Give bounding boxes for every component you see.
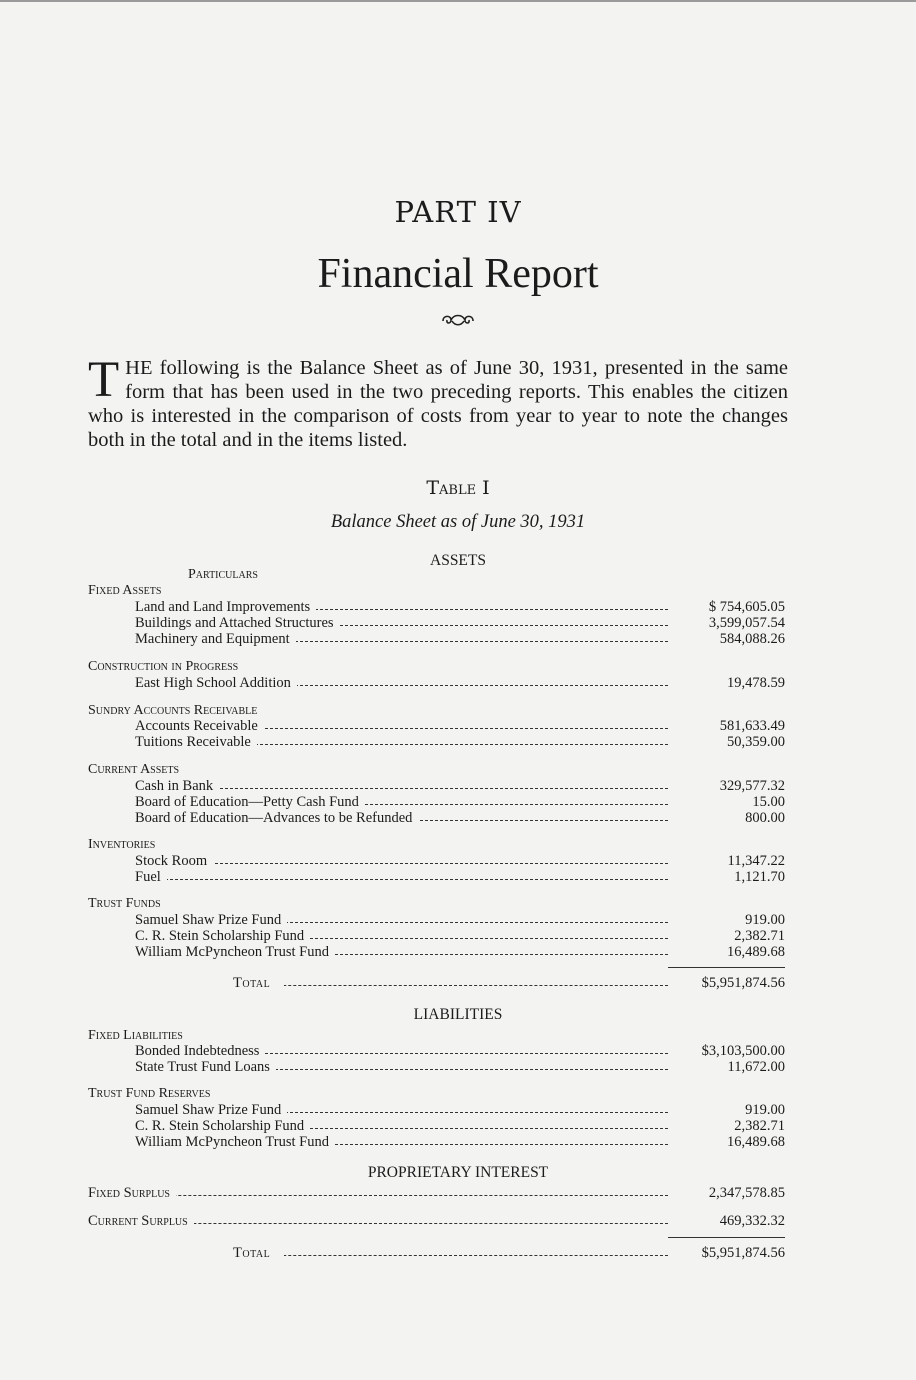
table-row xyxy=(135,675,785,691)
liabilities-heading: LIABILITIES xyxy=(413,1006,503,1023)
table-row xyxy=(135,1118,785,1134)
row-value: 3,599,057.54 xyxy=(708,615,785,631)
row-value: 2,382.71 xyxy=(734,928,785,944)
row-value: 329,577.32 xyxy=(719,778,785,794)
table-row xyxy=(135,734,785,750)
row-value: 584,088.26 xyxy=(719,631,785,647)
row-label: Samuel Shaw Prize Fund xyxy=(135,1102,287,1119)
table-row xyxy=(135,869,785,885)
assets-total-row xyxy=(233,975,785,991)
row-value: 2,382.71 xyxy=(734,1118,785,1134)
row-label: Board of Education—Advances to be Refunded xyxy=(135,810,418,827)
row-label: Machinery and Equipment xyxy=(135,631,296,648)
table-row xyxy=(135,599,785,615)
intro-paragraph xyxy=(88,352,788,452)
row-value: $3,103,500.00 xyxy=(701,1043,785,1059)
total-value: $5,951,874.56 xyxy=(701,1245,785,1261)
group-current-assets: Current Assets xyxy=(88,762,180,777)
row-value: 800.00 xyxy=(745,810,785,826)
total-label: Total xyxy=(233,975,284,992)
row-label: William McPyncheon Trust Fund xyxy=(135,1134,335,1151)
row-label: Fixed Surplus xyxy=(88,1185,176,1202)
drop-cap: T xyxy=(88,352,120,408)
table-row xyxy=(135,928,785,944)
row-value: 2,347,578.85 xyxy=(708,1185,785,1201)
table-row xyxy=(135,912,785,928)
row-label: Stock Room xyxy=(135,853,213,870)
group-trust-funds: Trust Funds xyxy=(88,896,161,911)
group-fixed-liabilities: Fixed Liabilities xyxy=(88,1028,183,1043)
table-row xyxy=(135,718,785,734)
row-value: 16,489.68 xyxy=(727,944,785,960)
ornament-icon xyxy=(0,312,916,332)
row-label: Buildings and Attached Structures xyxy=(135,615,340,632)
table-row xyxy=(135,810,785,826)
row-value: 919.00 xyxy=(745,912,785,928)
row-label: East High School Addition xyxy=(135,675,297,692)
total-value: $5,951,874.56 xyxy=(701,975,785,991)
top-border xyxy=(0,0,916,2)
table-row xyxy=(135,1102,785,1118)
row-label: William McPyncheon Trust Fund xyxy=(135,944,335,961)
row-value: 15.00 xyxy=(752,794,785,810)
row-label: C. R. Stein Scholarship Fund xyxy=(135,928,310,945)
row-label: Bonded Indebtedness xyxy=(135,1043,265,1060)
group-inventories: Inventories xyxy=(88,837,156,852)
row-value: 16,489.68 xyxy=(727,1134,785,1150)
row-label: Tuitions Receivable xyxy=(135,734,257,751)
row-label: State Trust Fund Loans xyxy=(135,1059,276,1076)
row-value: 11,347.22 xyxy=(727,853,785,869)
particulars-heading: Particulars xyxy=(188,567,258,582)
row-label: Land and Land Improvements xyxy=(135,599,316,616)
part-heading: PART IV xyxy=(394,195,522,229)
table-row xyxy=(135,1134,785,1150)
total-rule xyxy=(668,967,785,968)
table-row xyxy=(135,853,785,869)
row-value: 581,633.49 xyxy=(719,718,785,734)
row-value: 50,359.00 xyxy=(727,734,785,750)
report-title: Financial Report xyxy=(317,251,599,297)
table-row xyxy=(135,1043,785,1059)
row-label: Accounts Receivable xyxy=(135,718,264,735)
row-label: Samuel Shaw Prize Fund xyxy=(135,912,287,929)
table-row xyxy=(135,1059,785,1075)
table-row xyxy=(135,794,785,810)
table-row xyxy=(135,778,785,794)
row-value: 11,672.00 xyxy=(727,1059,785,1075)
liabilities-total-row xyxy=(233,1245,785,1261)
group-trust-fund-reserves: Trust Fund Reserves xyxy=(88,1086,211,1101)
table-caption: Balance Sheet as of June 30, 1931 xyxy=(330,512,586,532)
table-row xyxy=(135,615,785,631)
intro-text: HE following is the Balance Sheet as of June 30, 1931, presented in the same form that has been used in the two preceding reports. This enables the citizen who is interested in the comparison of costs from year to year to note the changes both in the total and in the items listed. xyxy=(88,357,788,451)
total-rule xyxy=(668,1237,785,1238)
row-value: $ 754,605.05 xyxy=(708,599,785,615)
row-label: Current Surplus xyxy=(88,1213,194,1230)
group-fixed-assets: Fixed Assets xyxy=(88,583,162,598)
group-sundry-receivable: Sundry Accounts Receivable xyxy=(88,703,258,718)
table-row xyxy=(135,944,785,960)
fixed-surplus-row xyxy=(88,1185,785,1201)
table-row xyxy=(135,631,785,647)
proprietary-heading: PROPRIETARY INTEREST xyxy=(367,1164,549,1181)
current-surplus-row xyxy=(88,1213,785,1229)
row-label: Cash in Bank xyxy=(135,778,219,795)
table-label: Table I xyxy=(426,477,490,499)
row-value: 469,332.32 xyxy=(719,1213,785,1229)
row-label: C. R. Stein Scholarship Fund xyxy=(135,1118,310,1135)
assets-heading: ASSETS xyxy=(430,552,486,569)
row-label: Fuel xyxy=(135,869,167,886)
group-construction: Construction in Progress xyxy=(88,659,239,674)
total-label: Total xyxy=(233,1245,284,1262)
row-value: 1,121.70 xyxy=(734,869,785,885)
row-value: 19,478.59 xyxy=(727,675,785,691)
row-label: Board of Education—Petty Cash Fund xyxy=(135,794,365,811)
row-value: 919.00 xyxy=(745,1102,785,1118)
